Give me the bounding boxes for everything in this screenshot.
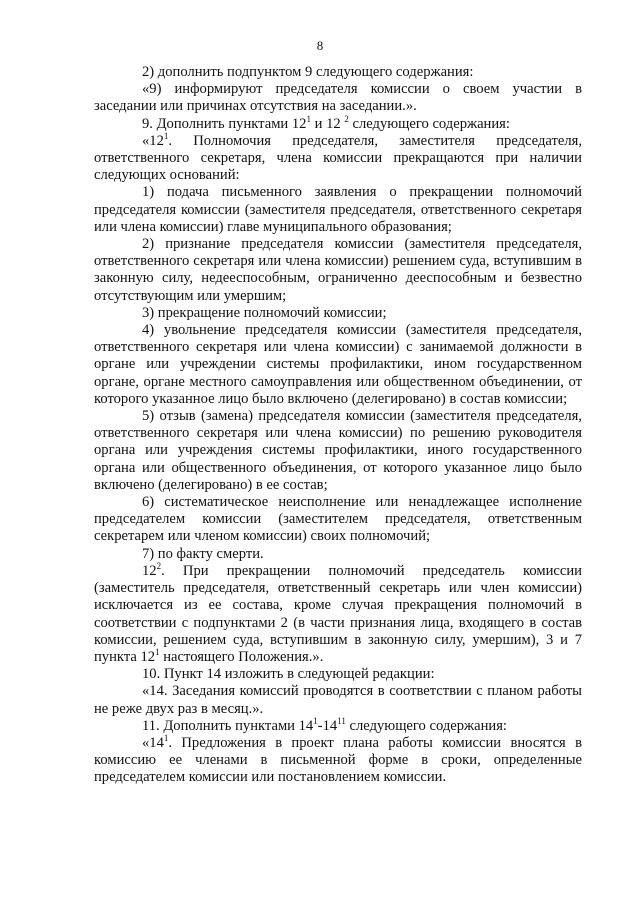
page-number: 8: [316, 38, 324, 53]
paragraph: «$12^1$. Полномочия председателя, заместителя председателя, ответственного секретаря, члена комиссии прекращаются при наличии следующих оснований:: [94, 130, 582, 184]
paragraph: «14. Заседания комиссий проводятся в соответствии с планом работы не реже двух раз в месяц.».: [94, 683, 582, 717]
paragraph: 4) увольнение председателя комиссии (заместителя председателя, ответственного секретаря или члена комиссии) с занимаемой должности в органе или учреждении системы профилактики, ином государственном органе, органе местного самоуправления или общественном объединении, от которого указанное лицо было включено (делегировано) в состав комиссии;: [94, 322, 582, 407]
paragraph: 6) систематическое неисполнение или ненадлежащее исполнение председателем комиссии (заместителем председателя, ответственным секретарем или членом комиссии) своих полномочий;: [94, 494, 582, 545]
paragraph: «9) информируют председателя комиссии о своем участии в заседании или причинах отсутствия на заседании.».: [94, 81, 582, 115]
paragraph: $12^2$. При прекращении полномочий председатель комиссии (заместитель председателя, ответственный секретарь или член комиссии) исключается из ее состава, кроме случая прекращения полномочий в соответствии с подпунктами 2 (в части признания лица, входящего в состав комиссии, решением суда, вступившим в законную силу, умершим), 3 и 7 пункта $12^1$ настоящего Положения.».: [94, 561, 582, 665]
paragraph: 10. Пункт 14 изложить в следующей редакции:: [142, 666, 435, 683]
paragraph: 5) отзыв (замена) председателя комиссии (заместителя председателя, ответственного секретаря или члена комиссии) по решению руководителя органа или учреждения системы профилактики, иного государственного органа или общественного объединения, от которого указанное лицо было включено (делегировано) в ее состав;: [94, 408, 582, 493]
paragraph: 7) по факту смерти.: [142, 545, 264, 562]
document-body: [94, 64, 582, 787]
paragraph: «$14^1$. Предложения в проект плана работы комиссии вносятся в комиссию ее членами в письменной форме в сроки, определенные председателем комиссии или постановлением комиссии.: [94, 733, 582, 786]
paragraph: 2) признание председателя комиссии (заместителя председателя, ответственного секретаря или члена комиссии) решением суда, вступившим в законную силу, недееспособным, ограниченно дееспособным и безвестно отсутствующим или умершим;: [94, 236, 582, 304]
paragraph: 11. Дополнить пунктами $14^1-14^{11}$ следующего содержания:: [142, 715, 507, 734]
paragraph: 2) дополнить подпунктом 9 следующего содержания:: [142, 64, 474, 80]
paragraph: 9. Дополнить пунктами $12^1$ и 12 $^2$ следующего содержания:: [142, 113, 510, 132]
paragraph: 1) подача письменного заявления о прекращении полномочий председателя комиссии (заместителя председателя, ответственного секретаря или члена комиссии) главе муниципального образования;: [94, 184, 582, 235]
paragraph: 3) прекращение полномочий комиссии;: [142, 304, 387, 321]
